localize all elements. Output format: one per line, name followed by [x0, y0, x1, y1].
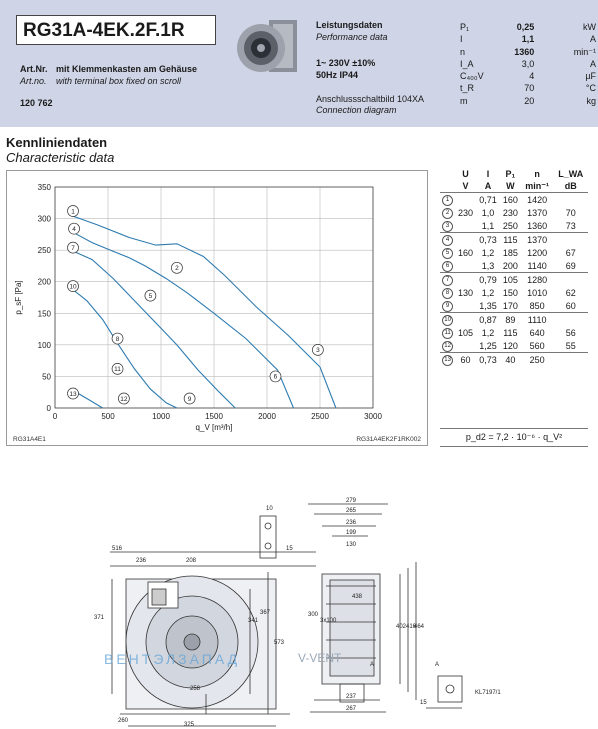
side-view: [308, 504, 416, 712]
dimension-label: 300: [308, 612, 319, 618]
perf-cell: C₄₀₀V: [460, 71, 484, 82]
dimension-label: 130: [346, 542, 357, 548]
curve-label: 5: [148, 292, 153, 300]
series-line-4: [71, 231, 294, 408]
table-cell: 1200: [527, 247, 548, 258]
table-cell: 1,2: [481, 247, 495, 258]
point-number-badge: 5: [442, 248, 453, 259]
table-cell: 130: [458, 287, 474, 298]
perf-cell: A: [589, 58, 596, 69]
section-title-en: Characteristic data: [6, 150, 115, 165]
table-cell: 89: [500, 313, 521, 327]
point-number-badge: 4: [442, 235, 453, 246]
table-row: [440, 259, 588, 273]
perf-cell: 0,25: [516, 22, 535, 32]
table-cell: 73: [565, 220, 576, 231]
x-tick-label: 3000: [364, 412, 382, 421]
perf-cell: min⁻¹: [573, 46, 596, 57]
table-cell: [440, 168, 455, 180]
curve-label: 6: [273, 373, 278, 381]
table-cell: [440, 353, 455, 367]
table-row: [440, 299, 588, 313]
table-cell: 160: [500, 193, 521, 207]
dimension-label: 279: [346, 498, 357, 504]
point-number-badge: 1: [442, 195, 453, 206]
table-cell: 62: [565, 287, 576, 298]
table-cell: [455, 299, 476, 313]
table-cell: 105: [458, 327, 474, 338]
table-cell: dB: [564, 181, 577, 192]
dimension-label: 416: [406, 624, 417, 630]
table-cell: [440, 273, 455, 287]
chart-svg: [7, 171, 427, 445]
perf-row: [460, 22, 596, 32]
point-number-badge: 9: [442, 301, 453, 312]
table-cell: U: [462, 169, 469, 180]
table-cell: 1140: [527, 260, 547, 271]
watermark-text-2: V-VENT: [298, 651, 342, 665]
perf-cell: A: [589, 34, 596, 45]
dimension-label: 265: [346, 508, 357, 514]
curve-label: 1: [71, 208, 75, 216]
characteristic-chart: [6, 170, 428, 446]
curve-label: 7: [71, 244, 75, 252]
curve-label: 9: [187, 395, 192, 403]
table-row: [440, 193, 588, 207]
table-cell: 1,0: [481, 207, 495, 218]
dimension-label: 267: [346, 706, 357, 712]
curve-label: 4: [72, 225, 76, 233]
y-tick-label: 250: [37, 246, 51, 256]
table-cell: 1,2: [481, 287, 495, 298]
table-cell: [455, 193, 476, 207]
curve-label: 2: [175, 265, 179, 273]
x-tick-label: 2000: [258, 412, 276, 421]
header-panel: [0, 0, 598, 127]
table-cell: 55: [565, 340, 576, 351]
dimension-label: 260: [118, 718, 129, 724]
dimension-label: A: [435, 662, 440, 668]
table-cell: 1,1: [481, 220, 495, 231]
table-cell: 120: [502, 340, 518, 351]
dimension-label: 236: [346, 520, 357, 526]
y-tick-label: 200: [37, 277, 51, 287]
connection-en: Connection diagram: [316, 105, 397, 115]
freq-ip-text: 50Hz IP44: [316, 70, 359, 80]
y-tick-label: 150: [37, 309, 51, 319]
dimension-drawing: [90, 494, 598, 729]
table-cell: 0,73: [476, 353, 500, 367]
table-cell: V: [462, 181, 469, 192]
table-cell: P₁: [505, 169, 516, 180]
table-cell: [440, 339, 455, 353]
table-cell: n: [534, 169, 540, 180]
y-axis-label: p_sF [Pa]: [14, 280, 23, 315]
perf-cell: m: [460, 95, 468, 106]
curve-label: 13: [69, 390, 77, 398]
x-tick-label: 2500: [311, 412, 329, 421]
table-row: [440, 168, 588, 180]
article-code: 120 762: [20, 98, 53, 108]
perf-cell: P₁: [460, 22, 470, 32]
perf-cell: 20: [524, 95, 535, 106]
perf-cell: 3,0: [521, 58, 535, 69]
series-line-7: [71, 250, 235, 408]
art-nr-en: Art.no. with terminal box fixed on scroll: [20, 76, 182, 86]
table-cell: 69: [565, 260, 576, 271]
table-cell: [440, 206, 455, 219]
table-cell: [440, 219, 455, 233]
table-cell: [440, 286, 455, 299]
perf-cell: 70: [524, 83, 535, 94]
table-row: [440, 286, 588, 299]
x-tick-label: 0: [52, 412, 58, 421]
perf-row: [460, 71, 596, 81]
dimension-label: 438: [352, 594, 363, 600]
table-cell: [553, 353, 588, 367]
table-cell: 250: [521, 353, 554, 367]
y-tick-label: 0: [46, 404, 51, 413]
table-cell: min⁻¹: [525, 180, 549, 191]
y-tick-label: 50: [42, 372, 51, 382]
table-cell: 56: [565, 327, 576, 338]
dimension-label: 325: [184, 722, 195, 728]
dimension-label: 15: [286, 546, 293, 552]
point-number-badge: 10: [442, 315, 453, 326]
perf-row: [460, 96, 596, 106]
table-cell: 115: [500, 233, 521, 247]
perf-cell: I_A: [460, 58, 474, 69]
perf-cell: kg: [586, 95, 596, 106]
table-cell: 67: [565, 247, 576, 258]
dimension-label: 237: [346, 694, 357, 700]
table-cell: 150: [502, 287, 518, 298]
curve-label: 12: [120, 395, 128, 403]
table-row: [440, 273, 588, 287]
x-tick-label: 500: [101, 412, 115, 421]
table-row: [440, 180, 588, 193]
y-tick-label: 300: [37, 214, 51, 224]
voltage-text: 1~ 230V ±10%: [316, 58, 376, 68]
pressure-formula: p_d2 = 7,2 · 10⁻⁶ · q_V²: [440, 428, 588, 447]
watermark-text: ВЕНТЭЛЗАПАД: [104, 651, 241, 667]
table-cell: 640: [529, 327, 545, 338]
table-cell: [440, 180, 455, 193]
table-row: [440, 233, 588, 247]
chart-footer-left: RG31A4E1: [13, 436, 46, 443]
table-cell: 0,73: [476, 233, 500, 247]
point-number-badge: 8: [442, 288, 453, 299]
table-row: [440, 246, 588, 259]
table-cell: 850: [529, 300, 545, 311]
table-row: [440, 206, 588, 219]
chart-footer-right: RG31A4EK2F1RK002: [356, 436, 421, 443]
table-cell: 1420: [521, 193, 554, 207]
front-view: [110, 552, 316, 726]
dimension-label: 573: [274, 640, 285, 646]
series-line-1: [71, 215, 336, 408]
dimension-label: 236: [136, 558, 147, 564]
perf-row: [460, 47, 596, 57]
table-cell: [455, 313, 476, 327]
dimension-label: 199: [346, 530, 357, 536]
perf-cell: t_R: [460, 83, 475, 94]
table-cell: [440, 259, 455, 273]
table-cell: 1370: [521, 233, 554, 247]
table-cell: [553, 313, 588, 327]
dimension-label: 208: [186, 558, 197, 564]
table-cell: 40: [500, 353, 521, 367]
table-cell: 70: [565, 207, 576, 218]
table-cell: 1,25: [479, 340, 497, 351]
table-cell: [455, 259, 476, 273]
table-row: [440, 353, 588, 367]
table-cell: 160: [458, 247, 474, 258]
model-title: RG31A-4EK.2F.1R: [16, 15, 216, 45]
perf-cell: n: [460, 46, 466, 57]
dimension-label: 258: [190, 686, 201, 692]
perf-row: [460, 34, 596, 44]
table-cell: [440, 193, 455, 207]
table-cell: 115: [503, 327, 518, 338]
table-row: [440, 219, 588, 233]
point-number-badge: 7: [442, 275, 453, 286]
point-number-badge: 6: [442, 261, 453, 272]
table-cell: 105: [500, 273, 521, 287]
x-tick-label: 1000: [152, 412, 170, 421]
table-cell: 60: [455, 353, 476, 367]
table-cell: 1360: [527, 220, 548, 231]
table-cell: 60: [565, 300, 576, 311]
table-cell: A: [484, 181, 492, 192]
perf-cell: 1,1: [521, 34, 535, 45]
dimension-label: 516: [112, 546, 123, 552]
table-cell: [455, 233, 476, 247]
table-cell: 1,2: [481, 327, 495, 338]
detail-a: [426, 676, 462, 708]
table-cell: 230: [502, 207, 518, 218]
point-number-badge: 12: [442, 341, 453, 352]
table-cell: [440, 299, 455, 313]
table-cell: 170: [502, 300, 518, 311]
dimension-label: 371: [94, 615, 105, 621]
y-tick-label: 100: [37, 340, 51, 350]
dimension-label: 10: [266, 506, 273, 512]
table-cell: 230: [458, 207, 474, 218]
point-number-badge: 11: [442, 328, 453, 339]
table-cell: [553, 233, 588, 247]
perf-title-en: Performance data: [316, 32, 388, 42]
perf-title-de: Leistungsdaten: [316, 20, 383, 30]
table-cell: 560: [529, 340, 545, 351]
operating-points-table: [440, 168, 588, 366]
table-cell: I: [486, 169, 490, 180]
table-cell: 200: [502, 260, 518, 271]
table-cell: 0,87: [476, 313, 500, 327]
dimension-label: 402: [396, 624, 407, 630]
table-cell: [455, 273, 476, 287]
table-cell: [440, 313, 455, 327]
table-cell: 1,35: [479, 300, 497, 311]
table-cell: 0,79: [476, 273, 500, 287]
table-cell: 1110: [521, 313, 554, 327]
dimension-label: 367: [260, 610, 271, 616]
perf-cell: µF: [585, 71, 596, 82]
dimension-label: 341: [248, 618, 259, 624]
perf-cell: kW: [583, 22, 596, 32]
curve-label: 8: [115, 335, 120, 343]
perf-row: [460, 83, 596, 93]
dimension-label: 464: [414, 624, 425, 630]
table-cell: 1010: [527, 287, 548, 298]
table-cell: 250: [502, 220, 518, 231]
table-cell: 1280: [521, 273, 554, 287]
point-number-badge: 3: [442, 221, 453, 232]
curve-label: 10: [69, 283, 77, 291]
table-cell: 1,3: [481, 260, 495, 271]
table-row: [440, 339, 588, 353]
table-cell: [440, 326, 455, 339]
performance-table: [458, 20, 598, 108]
perf-row: [460, 59, 596, 69]
curve-label: 3: [316, 347, 320, 355]
table-cell: [440, 246, 455, 259]
dimension-label: KL7197/1: [475, 690, 501, 696]
connection-de: Anschlussschaltbild 104XA: [316, 94, 425, 104]
y-tick-label: 350: [37, 183, 51, 192]
dimension-label: 15: [420, 700, 427, 706]
table-cell: [455, 339, 476, 353]
fan-photo-icon: [233, 16, 301, 78]
table-cell: [455, 219, 476, 233]
table-cell: [440, 233, 455, 247]
point-number-badge: 2: [442, 208, 453, 219]
point-number-badge: 13: [442, 355, 453, 366]
table-cell: [553, 193, 588, 207]
perf-cell: I: [460, 34, 463, 45]
section-title-de: Kennliniendaten: [6, 135, 108, 150]
table-cell: 0,71: [476, 193, 500, 207]
art-nr-de: Art.Nr. mit Klemmenkasten am Gehäuse: [20, 64, 198, 74]
table-cell: L_WA: [558, 169, 584, 180]
table-cell: 1370: [527, 207, 548, 218]
table-row: [440, 326, 588, 339]
table-row: [440, 313, 588, 327]
table-cell: W: [506, 181, 515, 192]
table-cell: [553, 273, 588, 287]
x-tick-label: 1500: [205, 412, 223, 421]
table-cell: 185: [502, 247, 518, 258]
curve-label: 11: [114, 366, 121, 374]
perf-cell: °C: [585, 83, 596, 94]
perf-cell: 4: [529, 71, 535, 82]
dimension-label: A: [370, 662, 375, 668]
dimension-label: 3x100: [320, 618, 337, 624]
x-axis-label: q_V [m³/h]: [195, 423, 233, 432]
perf-cell: 1360: [514, 46, 535, 57]
